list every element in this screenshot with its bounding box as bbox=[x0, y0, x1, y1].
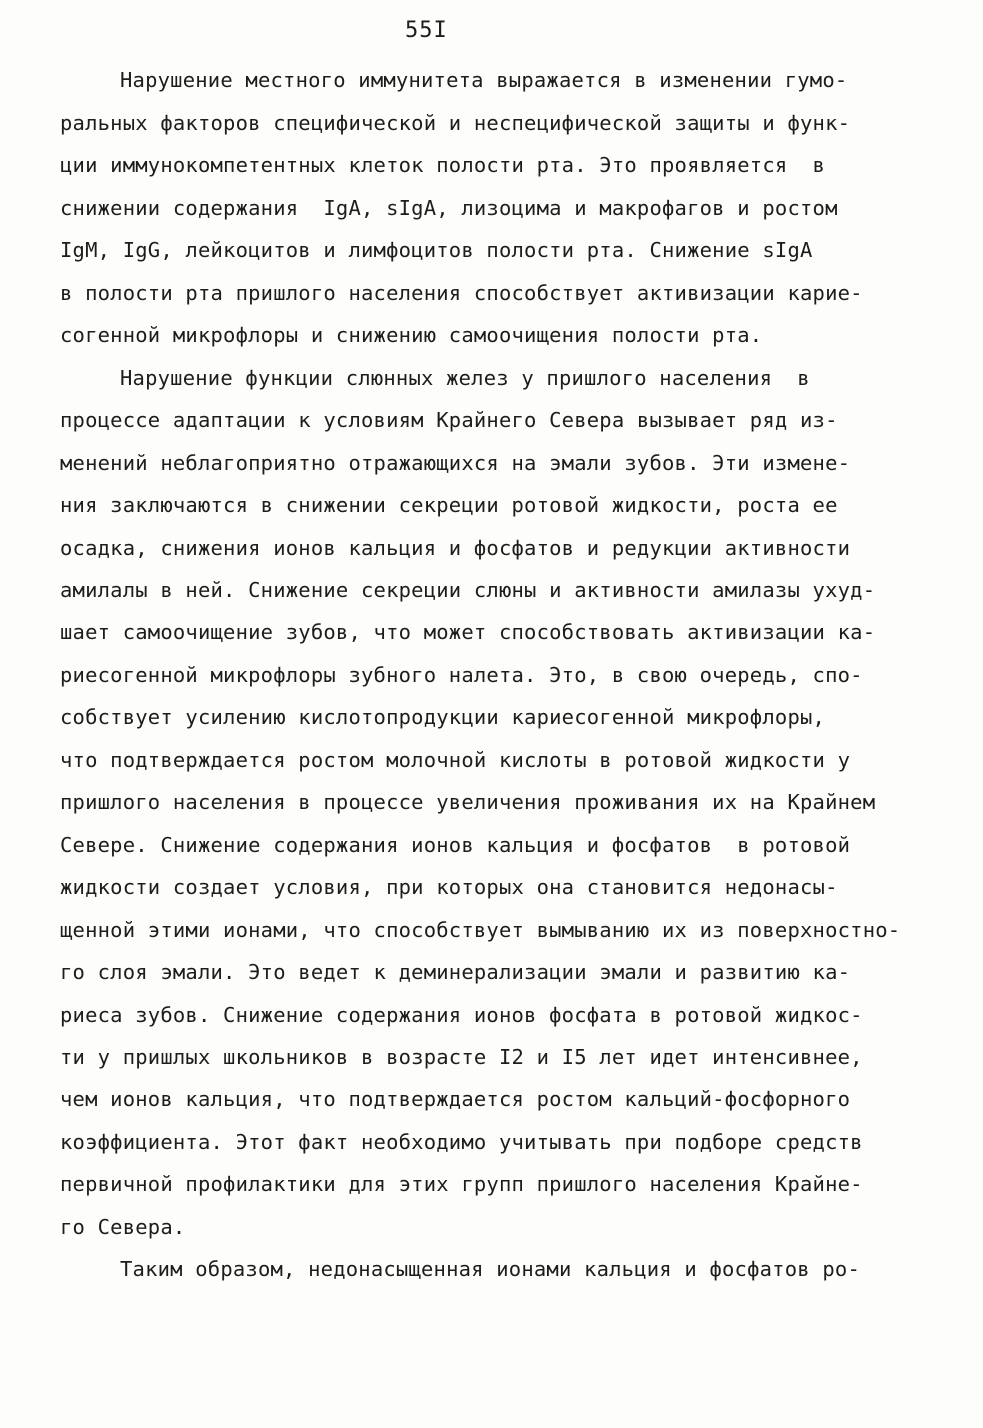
text-line: Таким образом, недонасыщенная ионами кальция и фосфатов ро- bbox=[120, 1257, 860, 1281]
text-line: амилалы в ней. Снижение секреции слюны и активности амилазы ухуд- bbox=[60, 578, 876, 602]
text-line: менений неблагоприятно отражающихся на эмали зубов. Эти измене- bbox=[60, 451, 851, 475]
text-line: риеса зубов. Снижение содержания ионов фосфата в ротовой жидкос- bbox=[60, 1003, 863, 1027]
text-line: ти у пришлых школьников в возрасте I2 и I5 лет идет интенсивнее, bbox=[60, 1045, 863, 1069]
text-line: осадка, снижения ионов кальция и фосфатов и редукции активности bbox=[60, 536, 851, 560]
text-line: что подтверждается ростом молочной кислоты в ротовой жидкости у bbox=[60, 748, 851, 772]
text-line: процессе адаптации к условиям Крайнего Севера вызывает ряд из- bbox=[60, 408, 838, 432]
text-line: шает самоочищение зубов, что может способствовать активизации ка- bbox=[60, 620, 876, 644]
text-line: риесогенной микрофлоры зубного налета. Это, в свою очередь, спо- bbox=[60, 663, 863, 687]
text-line: Севере. Снижение содержания ионов кальция и фосфатов в ротовой bbox=[60, 833, 851, 857]
text-line: в полости рта пришлого населения способствует активизации карие- bbox=[60, 281, 863, 305]
text-line: первичной профилактики для этих групп пришлого населения Крайне- bbox=[60, 1172, 863, 1196]
text-line: пришлого населения в процессе увеличения проживания их на Крайнем bbox=[60, 790, 876, 814]
text-line: Нарушение функции слюнных желез у пришлого населения в bbox=[120, 366, 810, 390]
text-line: ции иммунокомпетентных клеток полости рта. Это проявляется в bbox=[60, 153, 826, 177]
text-line: чем ионов кальция, что подтверждается ростом кальций-фосфорного bbox=[60, 1087, 851, 1111]
text-line: снижении содержания IgA, sIgA, лизоцима и макрофагов и ростом bbox=[60, 196, 838, 220]
text-line: Нарушение местного иммунитета выражается в изменении гумо- bbox=[120, 68, 848, 92]
text-line: собствует усилению кислотопродукции кариесогенной микрофлоры, bbox=[60, 705, 826, 729]
text-line: ральных факторов специфической и неспецифической защиты и функ- bbox=[60, 111, 851, 135]
text-line: согенной микрофлоры и снижению самоочищения полости рта. bbox=[60, 323, 763, 347]
text-line: щенной этими ионами, что способствует вымыванию их из поверхностно- bbox=[60, 918, 901, 942]
text-line: го слоя эмали. Это ведет к деминерализации эмали и развитию ка- bbox=[60, 960, 851, 984]
text-line: ния заключаются в снижении секреции ротовой жидкости, роста ее bbox=[60, 493, 838, 517]
text-line: го Севера. bbox=[60, 1215, 186, 1239]
text-line: жидкости создает условия, при которых она становится недонасы- bbox=[60, 875, 838, 899]
text-line: IgM, IgG, лейкоцитов и лимфоцитов полости рта. Снижение sIgA bbox=[60, 238, 813, 262]
page-number: 55I bbox=[405, 18, 448, 43]
text-line: коэффициента. Этот факт необходимо учитывать при подборе средств bbox=[60, 1130, 863, 1154]
